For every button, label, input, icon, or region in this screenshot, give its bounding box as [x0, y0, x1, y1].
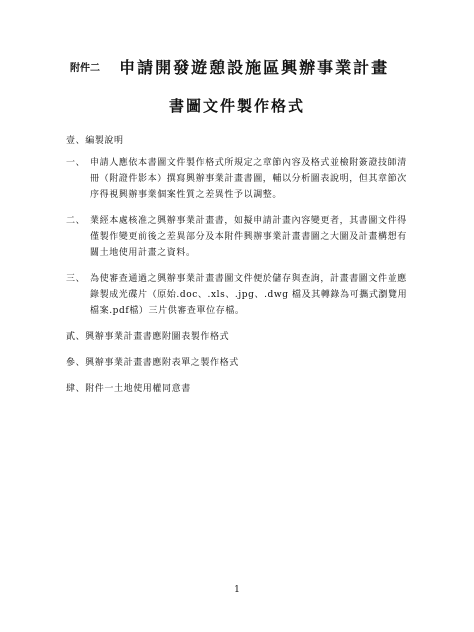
list-item-number: 三、	[66, 274, 86, 284]
document-subtitle: 書圖文件製作格式	[168, 97, 305, 115]
list-item-number: 二、	[66, 216, 86, 226]
document-body	[66, 133, 416, 397]
list-item-text: 為使審查通過之興辦事業計畫書圖文件便於儲存與查詢，計畫書圖文件並應錄製成光碟片（原始.doc、.xls、.jpg、.dwg 檔及其轉錄為可攜式瀏覽用檔案.pdf檔）三片供審查單位存檔。	[90, 274, 408, 316]
section-heading-2: 貳、興辦事業計畫書應附圖表製作格式	[66, 332, 230, 342]
page-number: 1	[234, 585, 240, 595]
section-heading-4: 肆、附件一土地使用權同意書	[66, 384, 191, 394]
list-item-1	[66, 155, 416, 203]
attachment-label: 附件二	[70, 63, 100, 74]
document-title: 申請開發遊憩設施區興辦事業計畫	[119, 58, 390, 77]
list-item-2	[66, 213, 416, 261]
list-item-3	[66, 271, 416, 319]
document-header	[70, 55, 410, 78]
list-item-number: 一、	[66, 158, 86, 168]
section-heading-3: 參、興辦事業計畫書應附表單之製作格式	[66, 358, 239, 368]
list-item-text: 申請人應依本書圖文件製作格式所規定之章節內容及格式並檢附簽證技師清冊（附證件影本）撰寫興辦事業計畫書圖，輔以分析圖表說明，但其章節次序得視興辦事業個案性質之差異性予以調整。	[90, 158, 407, 200]
section-heading-1: 壹、編製說明	[66, 136, 124, 146]
list-item-text: 業經本處核准之興辦事業計畫書，如擬申請計畫內容變更者，其書圖文件得僅製作變更前後之差異部分及本附件興辦事業計畫書圖之大圖及計畫構想有關土地使用計畫之資料。	[90, 216, 407, 258]
